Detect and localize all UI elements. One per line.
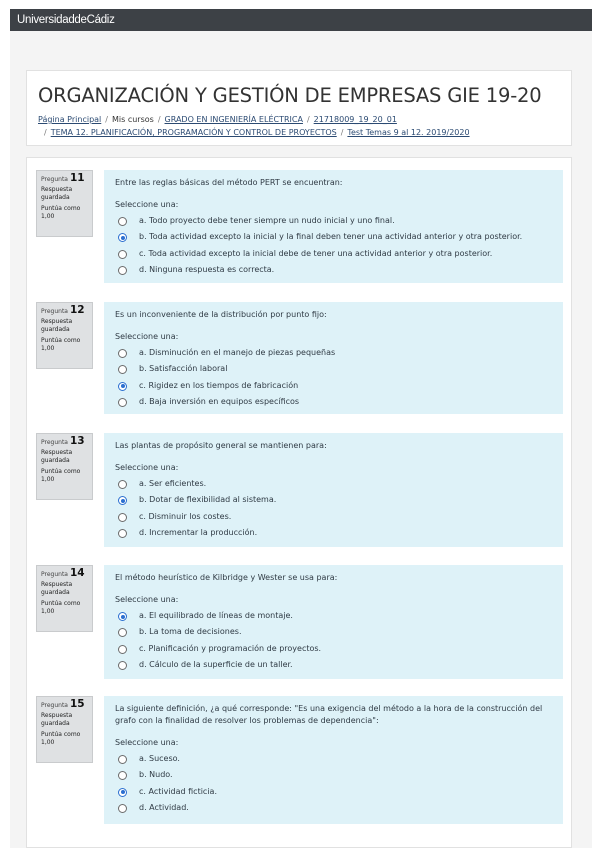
radio-button[interactable] — [118, 382, 127, 391]
breadcrumb-separator: / — [306, 115, 310, 124]
question-info-11 — [36, 170, 93, 237]
breadcrumb-test[interactable]: Test Temas 9 al 12. 2019/2020 — [347, 128, 470, 137]
answer-option[interactable] — [115, 246, 554, 262]
answer-option[interactable] — [115, 525, 554, 541]
option-label[interactable]: d. Ninguna respuesta es correcta. — [139, 265, 275, 275]
breadcrumb-topic[interactable]: TEMA 12. PLANIFICACIÓN, PROGRAMACIÓN Y CONTROL DE PROYECTOS — [50, 128, 337, 137]
question-grade: Puntúa como 1,00 — [41, 731, 81, 746]
option-label[interactable]: c. Actividad ficticia. — [139, 786, 217, 796]
answer-option[interactable] — [115, 229, 554, 245]
radio-button[interactable] — [118, 398, 127, 407]
question-box-13 — [104, 433, 563, 547]
breadcrumb-degree[interactable]: GRADO EN INGENIERÍA ELÉCTRICA — [164, 115, 303, 124]
question-info-13 — [36, 433, 93, 500]
breadcrumb-separator: / — [340, 128, 344, 137]
answer-option[interactable] — [115, 345, 554, 361]
radio-button[interactable] — [118, 788, 127, 797]
breadcrumb-separator: / — [44, 128, 47, 137]
breadcrumb-separator: / — [157, 115, 161, 124]
option-label[interactable]: d. Cálculo de la superficie de un taller. — [139, 660, 293, 670]
radio-button[interactable] — [118, 529, 127, 538]
top-navbar — [10, 9, 592, 31]
option-label[interactable]: c. Disminuir los costes. — [139, 511, 232, 521]
option-label[interactable]: b. Satisfacción laboral — [139, 364, 228, 374]
question-box-12 — [104, 302, 563, 414]
question-label: Pregunta — [41, 571, 68, 578]
question-box-14 — [104, 565, 563, 679]
option-label[interactable]: d. Actividad. — [139, 803, 189, 813]
question-grade: Puntúa como 1,00 — [41, 468, 81, 483]
answer-option[interactable] — [115, 641, 554, 657]
option-label[interactable]: b. Dotar de flexibilidad al sistema. — [139, 495, 277, 505]
select-one-prompt: Seleccione una: — [115, 200, 179, 209]
select-one-prompt: Seleccione una: — [115, 332, 179, 341]
option-label[interactable]: c. Rigidez en los tiempos de fabricación — [139, 380, 299, 390]
answer-option[interactable] — [115, 767, 554, 783]
radio-button[interactable] — [118, 496, 127, 505]
answer-option[interactable] — [115, 784, 554, 800]
question-label: Pregunta — [41, 702, 68, 709]
radio-button[interactable] — [118, 771, 127, 780]
question-text: El método heurístico de Kilbridge y Wester se usa para: — [115, 573, 338, 582]
breadcrumb — [38, 113, 558, 139]
option-label[interactable]: b. Toda actividad excepto la inicial y la final deben tener una actividad anterior y otra posterior. — [139, 232, 523, 242]
radio-button[interactable] — [118, 612, 127, 621]
breadcrumb-home[interactable]: Página Principal — [38, 115, 102, 124]
question-info-12 — [36, 302, 93, 369]
answer-option[interactable] — [115, 378, 554, 394]
question-state: Respuesta guardada — [41, 186, 73, 201]
answer-option[interactable] — [115, 213, 554, 229]
option-label[interactable]: c. Toda actividad excepto la inicial debe de tener una actividad anterior y otra posterior. — [139, 248, 493, 258]
question-box-11 — [104, 170, 563, 283]
radio-button[interactable] — [118, 233, 127, 242]
answer-option[interactable] — [115, 800, 554, 816]
answer-option[interactable] — [115, 608, 554, 624]
option-label[interactable]: a. Suceso. — [139, 754, 180, 763]
question-grade: Puntúa como 1,00 — [41, 205, 81, 220]
question-text: Entre las reglas básicas del método PERT se encuentran: — [115, 178, 343, 187]
breadcrumb-my-courses: Mis cursos — [111, 115, 154, 124]
question-number: 15 — [69, 698, 85, 710]
select-one-prompt: Seleccione una: — [115, 463, 179, 472]
option-label[interactable]: b. La toma de decisiones. — [139, 627, 242, 637]
page-header — [26, 70, 572, 146]
option-label[interactable]: a. Disminución en el manejo de piezas pequeñas — [139, 348, 336, 357]
question-grade: Puntúa como 1,00 — [41, 337, 81, 352]
radio-button[interactable] — [118, 755, 127, 764]
radio-button[interactable] — [118, 480, 127, 489]
question-label: Pregunta — [41, 439, 68, 446]
radio-button[interactable] — [118, 804, 127, 813]
select-one-prompt: Seleccione una: — [115, 595, 179, 604]
answer-option[interactable] — [115, 262, 554, 278]
question-number: 13 — [69, 435, 85, 447]
university-logo[interactable]: UniversidaddeCádiz — [17, 14, 115, 26]
option-label[interactable]: a. Ser eficientes. — [139, 479, 207, 488]
answer-option[interactable] — [115, 624, 554, 640]
breadcrumb-separator: / — [105, 115, 108, 124]
radio-button[interactable] — [118, 661, 127, 670]
radio-button[interactable] — [118, 250, 127, 259]
radio-button[interactable] — [118, 349, 127, 358]
answer-option[interactable] — [115, 509, 554, 525]
answer-option[interactable] — [115, 361, 554, 377]
question-number: 14 — [69, 567, 85, 579]
page-title: ORGANIZACIÓN Y GESTIÓN DE EMPRESAS GIE 19-20 — [38, 84, 542, 107]
radio-button[interactable] — [118, 513, 127, 522]
question-state: Respuesta guardada — [41, 318, 73, 333]
option-label[interactable]: b. Nudo. — [139, 770, 173, 780]
radio-button[interactable] — [118, 645, 127, 654]
answer-option[interactable] — [115, 657, 554, 673]
select-one-prompt: Seleccione una: — [115, 738, 179, 747]
question-label: Pregunta — [41, 176, 68, 183]
question-info-14 — [36, 565, 93, 632]
option-label[interactable]: d. Incrementar la producción. — [139, 528, 258, 538]
option-label[interactable]: a. El equilibrado de líneas de montaje. — [139, 611, 293, 620]
question-state: Respuesta guardada — [41, 449, 73, 464]
question-text: La siguiente definición, ¿a qué corresponde: "Es una exigencia del método a la hora de la construcción del grafo con la finalidad de resolver los problemas de dependencia": — [115, 704, 543, 725]
question-state: Respuesta guardada — [41, 581, 73, 596]
question-number: 11 — [69, 172, 85, 184]
option-label[interactable]: c. Planificación y programación de proyectos. — [139, 643, 322, 653]
answer-option[interactable] — [115, 751, 554, 767]
option-label[interactable]: a. Todo proyecto debe tener siempre un nudo inicial y uno final. — [139, 216, 395, 225]
answer-option[interactable] — [115, 476, 554, 492]
question-text: Es un inconveniente de la distribución por punto fijo: — [115, 310, 327, 319]
answer-option[interactable] — [115, 394, 554, 410]
answer-option[interactable] — [115, 492, 554, 508]
radio-button[interactable] — [118, 266, 127, 275]
question-state: Respuesta guardada — [41, 712, 73, 727]
question-number: 12 — [69, 304, 85, 316]
option-label[interactable]: d. Baja inversión en equipos específicos — [139, 397, 300, 407]
breadcrumb-course-code[interactable]: 21718009_19_20_01 — [313, 115, 397, 124]
question-text: Las plantas de propósito general se mantienen para: — [115, 441, 327, 450]
question-info-15 — [36, 696, 93, 763]
question-label: Pregunta — [41, 308, 68, 315]
radio-button[interactable] — [118, 217, 127, 226]
radio-button[interactable] — [118, 365, 127, 374]
radio-button[interactable] — [118, 628, 127, 637]
question-grade: Puntúa como 1,00 — [41, 600, 81, 615]
question-box-15 — [104, 696, 563, 824]
